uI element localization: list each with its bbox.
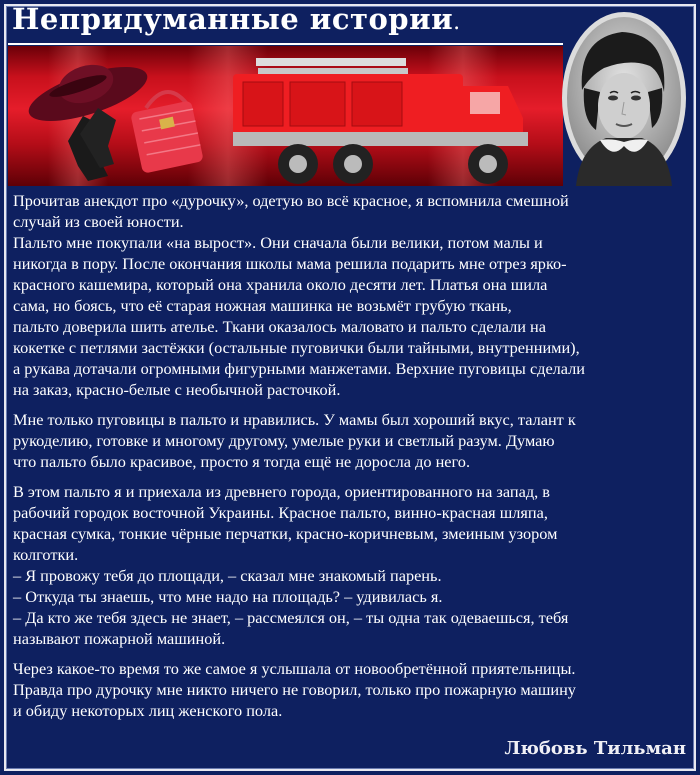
text-line: Мне только пуговицы в пальто и нравились. У мамы был хороший вкус, талант к (13, 410, 576, 429)
woman-portrait (560, 10, 688, 186)
title-text: Непридуманные истории (12, 2, 454, 36)
text-line: рукоделию, готовке и многому другому, умелые руки и светлый разум. Думаю (13, 431, 555, 450)
text-line: на заказ, красно-белые с необычной расточкой. (13, 380, 341, 399)
text-line: – Я провожу тебя до площади, – сказал мне знакомый парень. (13, 566, 442, 585)
text-line: красного кашемира, который она хранила около десяти лет. Платья она шила (13, 275, 548, 294)
paragraph-3 (13, 481, 685, 649)
page-title (12, 2, 461, 42)
text-line: а рукава дотачали огромными фигурными манжетами. Верхние пуговицы сделали (13, 359, 586, 378)
text-line: кокетке с петлями застёжки (остальные пуговички были тайными, внутренними), (13, 338, 580, 357)
paragraph-2 (13, 409, 685, 472)
portrait-frame (560, 10, 688, 186)
text-line: что пальто было красивое, просто я тогда ещё не доросла до него. (13, 452, 471, 471)
text-line: называют пожарной машиной. (13, 629, 226, 648)
text-line: случай из своей юности. (13, 212, 184, 231)
text-line: сама, но боясь, что её старая ножная машинка не возьмёт грубую ткань, (13, 296, 512, 315)
text-line: пальто доверила шить ателье. Ткани оказалось маловато и пальто сделали на (13, 317, 546, 336)
text-line: – Да кто же тебя здесь не знает, – рассмеялся он, – ты одна так одеваешься, тебя (13, 608, 569, 627)
text-line: рабочий городок восточной Украины. Красное пальто, винно-красная шляпа, (13, 503, 548, 522)
title-dot: . (453, 10, 461, 35)
red-items-banner (8, 46, 563, 186)
title-underline (8, 43, 563, 45)
text-line: Правда про дурочку мне никто ничего не говорил, только про пожарную машину (13, 680, 576, 699)
text-line: красная сумка, тонкие чёрные перчатки, красно-коричневым, змеиным узором (13, 524, 558, 543)
paragraph-4 (13, 658, 685, 721)
text-line: – Откуда ты знаешь, что мне надо на площадь? – удивилась я. (13, 587, 443, 606)
paragraph-1 (13, 190, 685, 400)
fire-truck-icon (233, 58, 528, 184)
text-line: Через какое-то время то же самое я услышала от новообретённой приятельницы. (13, 659, 576, 678)
text-line: Прочитав анекдот про «дурочку», одетую во всё красное, я вспомнила смешной (13, 191, 569, 210)
text-line: никогда в пору. После окончания школы мама решила подарить мне отрез ярко- (13, 254, 567, 273)
story-text (13, 190, 685, 730)
author-signature: Любовь Тильман (504, 738, 686, 759)
text-line: колготки. (13, 545, 79, 564)
text-line: В этом пальто я и приехала из древнего города, ориентированного на запад, в (13, 482, 550, 501)
banner-art (8, 46, 563, 186)
text-line: и обиду некоторых лиц женского пола. (13, 701, 283, 720)
handbag-icon (130, 92, 204, 174)
text-line: Пальто мне покупали «на вырост». Они сначала были велики, потом малы и (13, 233, 543, 252)
gloves-icon (68, 108, 116, 181)
